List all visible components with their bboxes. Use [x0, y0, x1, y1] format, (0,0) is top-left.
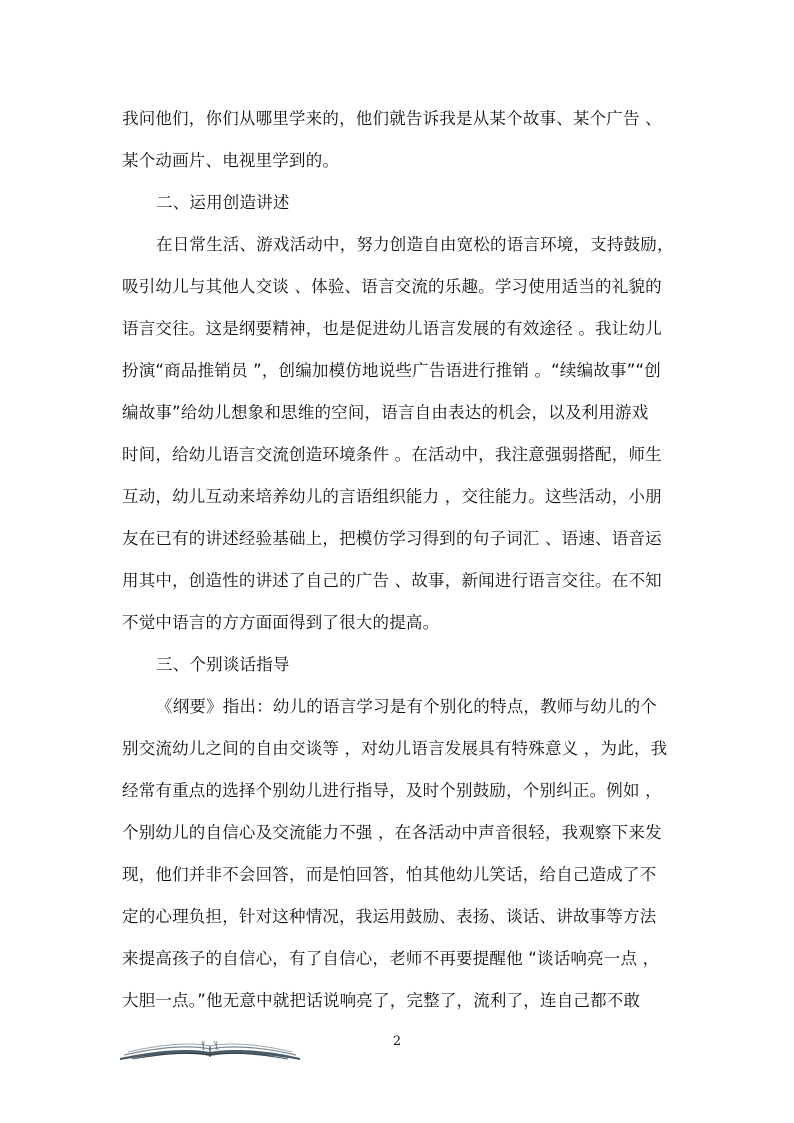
text-line: 时间，给幼儿语言交流创造环境条件 。在活动中，我注意强弱搭配，师生 [122, 445, 662, 464]
text-line: 在日常生活、游戏活动中，努力创造自由宽松的语言环境，支持鼓励， [156, 235, 674, 254]
text-line: 吸引幼儿与其他人交谈 、体验、语言交流的乐趣。学习使用适当的礼貌的 [122, 277, 662, 296]
text-line: 《纲要》指出：幼儿的语言学习是有个别化的特点，教师与幼儿的个 [156, 697, 657, 716]
section-heading: 三、个别谈话指导 [156, 655, 290, 674]
text-line: 扮演“商品推销员 ”，创编加模仿地说些广告语进行推销 。“续编故事”“创 [122, 361, 661, 380]
text-line: 编故事”给幼儿想象和思维的空间，语言自由表达的机会，以及利用游戏 [122, 403, 649, 422]
page-number: 2 [392, 1034, 402, 1049]
text-line: 现，他们并非不会回答，而是怕回答，怕其他幼儿笑话，给自己造成了不 [122, 865, 657, 884]
text-line: 互动，幼儿互动来培养幼儿的言语组织能力 ，交往能力。这些活动，小朋 [122, 487, 662, 506]
text-line: 大胆一点。”他无意中就把话说响亮了，完整了，流利了，连自己都不敢 [122, 991, 641, 1010]
text-line: 我问他们，你们从哪里学来的，他们就告诉我是从某个故事、某个广告 、 [122, 109, 662, 128]
text-line: 别交流幼儿之间的自由交谈等 ，对幼儿语言发展具有特殊意义 ，为此，我 [122, 739, 668, 758]
section-heading: 二、运用创造讲述 [156, 193, 290, 212]
text-line: 语言交往。这是纲要精神，也是促进幼儿语言发展的有效途径 。我让幼儿 [122, 319, 662, 338]
open-book-icon [118, 1038, 302, 1062]
text-line: 定的心理负担，针对这种情况，我运用鼓励、表扬、谈话、讲故事等方法 [122, 907, 657, 926]
text-line: 用其中，创造性的讲述了自己的广告 、故事，新闻进行语言交往。在不知 [122, 571, 662, 590]
text-line: 不觉中语言的方方面面得到了很大的提高。 [122, 613, 440, 632]
text-line: 个别幼儿的自信心及交流能力不强 ，在各活动中声音很轻，我观察下来发 [122, 823, 662, 842]
text-line: 友在已有的讲述经验基础上，把模仿学习得到的句子词汇 、语速、语音运 [122, 529, 662, 548]
text-line: 某个动画片、电视里学到的。 [122, 151, 340, 170]
text-line: 经常有重点的选择个别幼儿进行指导，及时个别鼓励，个别纠正。例如 ， [122, 781, 662, 800]
text-line: 来提高孩子的自信心，有了自信心，老师不再要提醒他 “谈话响亮一点 ， [122, 949, 660, 968]
